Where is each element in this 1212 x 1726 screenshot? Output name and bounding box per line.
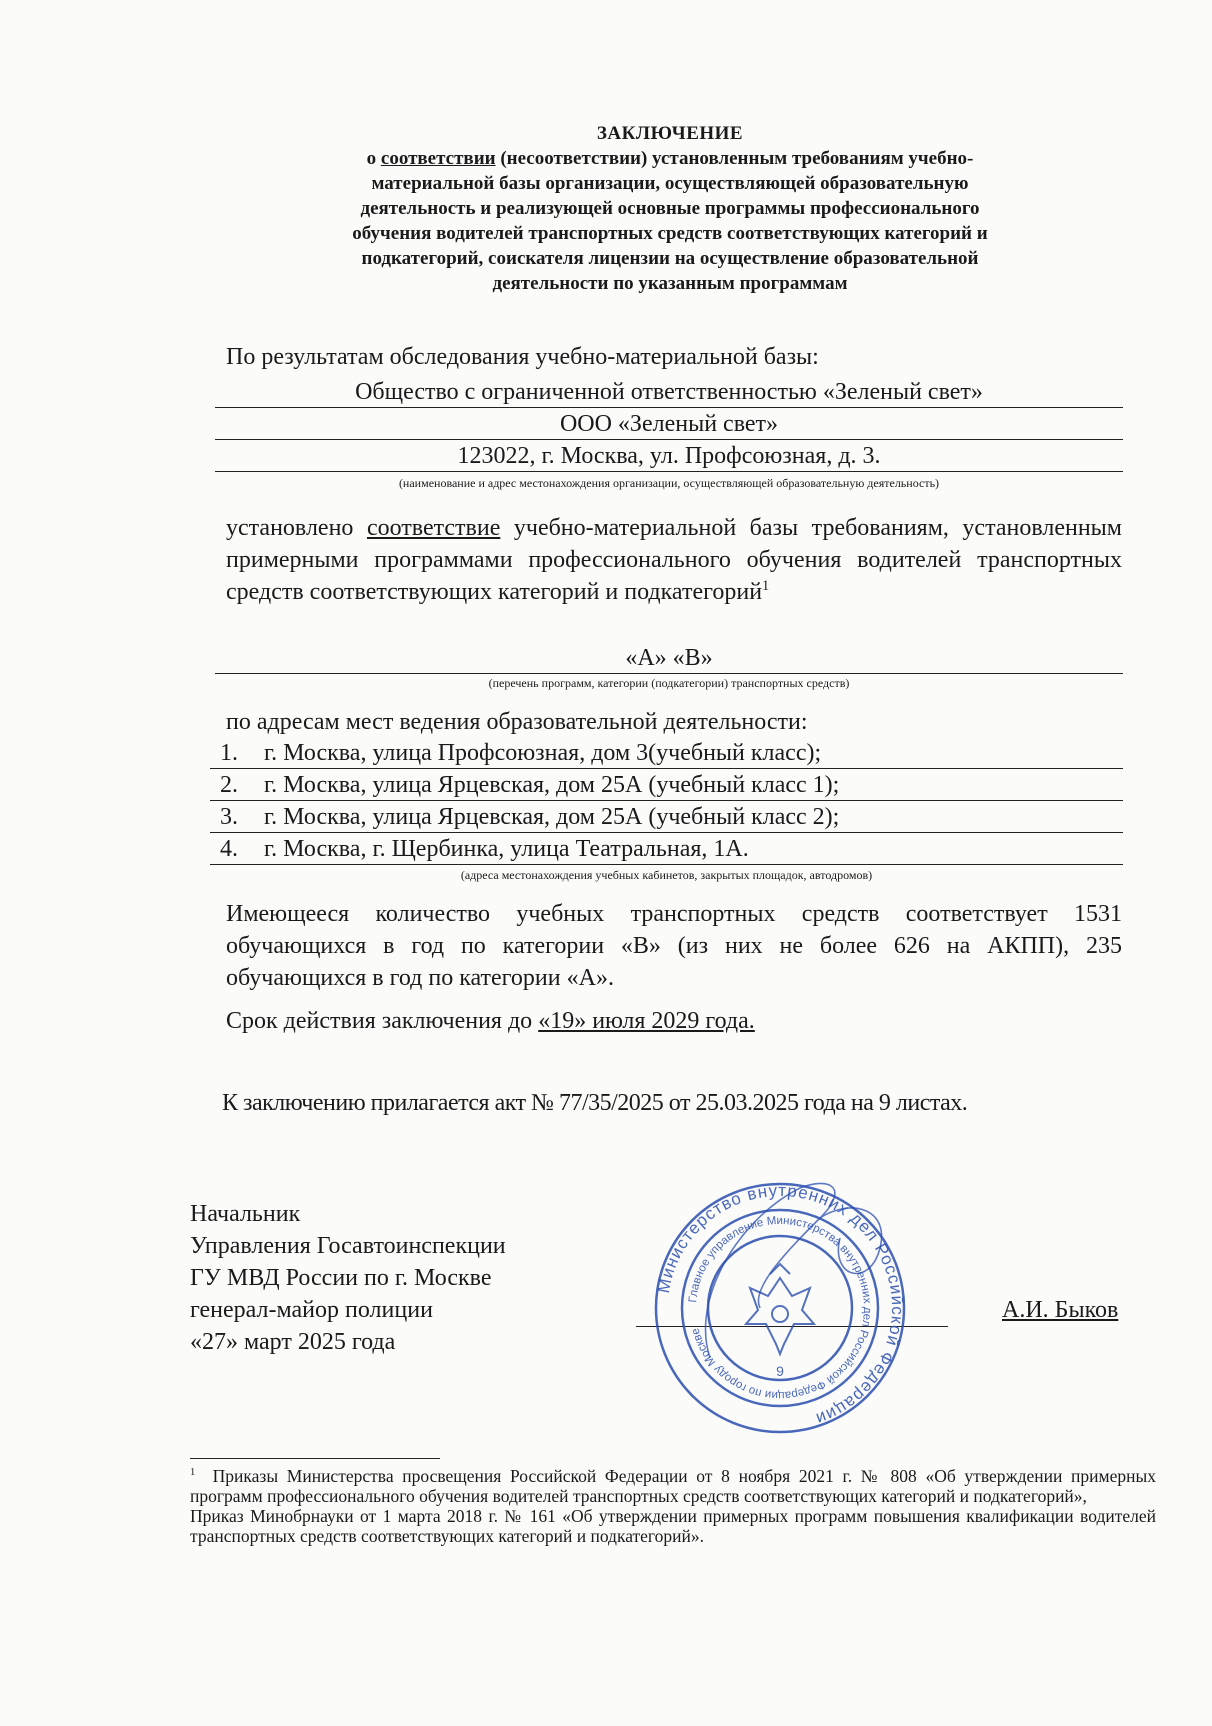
addresses-caption: (адреса местонахождения учебных кабинетов, закрытых площадок, автодромов) — [460, 868, 873, 882]
attachment-line: К заключению прилагается акт № 77/35/2025 от 25.03.2025 года на 9 листах. — [222, 1090, 968, 1116]
org-short-name: ООО «Зеленый свет» — [215, 409, 1123, 440]
categories-caption: (перечень программ, категории (подкатегории) транспортных средств) — [488, 676, 850, 690]
signatory-position-2: Управления Госавтоинспекции — [190, 1233, 506, 1259]
heading-line-1: о соответствии (несоответствии) установленным требованиям учебно- — [366, 148, 974, 169]
eagle-emblem-icon — [746, 1264, 814, 1354]
seal-inner-text: Главное управление Министерства внутренних дел Российской Федерации по городу Москве — [687, 1214, 874, 1402]
seal-number: 9 — [776, 1363, 784, 1379]
footnote-text-2: Приказ Минобрнауки от 1 марта 2018 г. № 161 «Об утверждении примерных программ повышения квалификации водителей транспортных средств соответствующих категорий и подкатегорий». — [190, 1506, 1156, 1546]
seal-outer-text: Министерство внутренних дел Российской Федерации — [653, 1180, 908, 1429]
signature-date: «27» март 2025 года — [190, 1329, 396, 1355]
signatory-name: А.И. Быков — [1002, 1297, 1119, 1323]
address-row: 3. г. Москва, улица Ярцевская, дом 25А (учебный класс 2); — [210, 802, 1123, 833]
address-row: 2. г. Москва, улица Ярцевская, дом 25А (учебный класс 1); — [210, 770, 1123, 801]
footnote-divider — [190, 1458, 440, 1459]
address-row: 1. г. Москва, улица Профсоюзная, дом 3(учебный класс); — [210, 738, 1123, 769]
signatory-position-3: ГУ МВД России по г. Москве — [190, 1265, 492, 1291]
validity-line: Срок действия заключения до «19» июля 2029 года. — [226, 1008, 755, 1034]
capacity-paragraph: Имеющееся количество учебных транспортных средств соответствует 1531 обучающихся в год по категории «В» (из них не более 626 на АКПП), 235 обучающихся в год по категории «А». — [226, 901, 1122, 991]
footnote-text-1: $^1$ Приказы Министерства просвещения Российской Федерации от 8 ноября 2021 г. № 808 «Об утверждении примерных программ профессионального обучения водителей транспортных средств соответствующих категорий и подкатегорий», — [190, 1466, 1157, 1506]
org-address: 123022, г. Москва, ул. Профсоюзная, д. 3. — [215, 441, 1123, 472]
heading-line-4: обучения водителей транспортных средств соответствующих категорий и — [352, 223, 988, 244]
document-title: ЗАКЛЮЧЕНИЕ — [596, 123, 744, 144]
categories-value: «А» «В» — [215, 643, 1123, 674]
survey-intro: По результатам обследования учебно-материальной базы: — [226, 344, 819, 370]
signatory-position-1: Начальник — [190, 1201, 301, 1227]
heading-line-6: деятельности по указанным программам — [492, 273, 848, 294]
signatory-rank: генерал-майор полиции — [190, 1297, 433, 1323]
document-heading — [230, 122, 1110, 296]
heading-line-3: деятельность и реализующей основные программы профессионального — [360, 198, 980, 219]
heading-line-2: материальной базы организации, осуществляющей образовательную — [371, 173, 969, 194]
addresses-intro: по адресам мест ведения образовательной деятельности: — [226, 709, 808, 735]
heading-line-5: подкатегорий, соискателя лицензии на осуществление образовательной — [361, 248, 979, 269]
org-caption: (наименование и адрес местонахождения организации, осуществляющей образовательную деятельность) — [398, 476, 940, 490]
finding-paragraph: установлено соответствие учебно-материальной базы требованиям, установленным примерными программами профессионального обучения водителей транспортных средств соответствующих категорий и подкатегорий$^1$ — [226, 515, 1122, 605]
org-full-name: Общество с ограниченной ответственностью «Зеленый свет» — [215, 377, 1123, 408]
footnote — [190, 1466, 1156, 1546]
address-row: 4. г. Москва, г. Щербинка, улица Театральная, 1А. — [210, 834, 1123, 865]
official-seal — [650, 1178, 910, 1438]
